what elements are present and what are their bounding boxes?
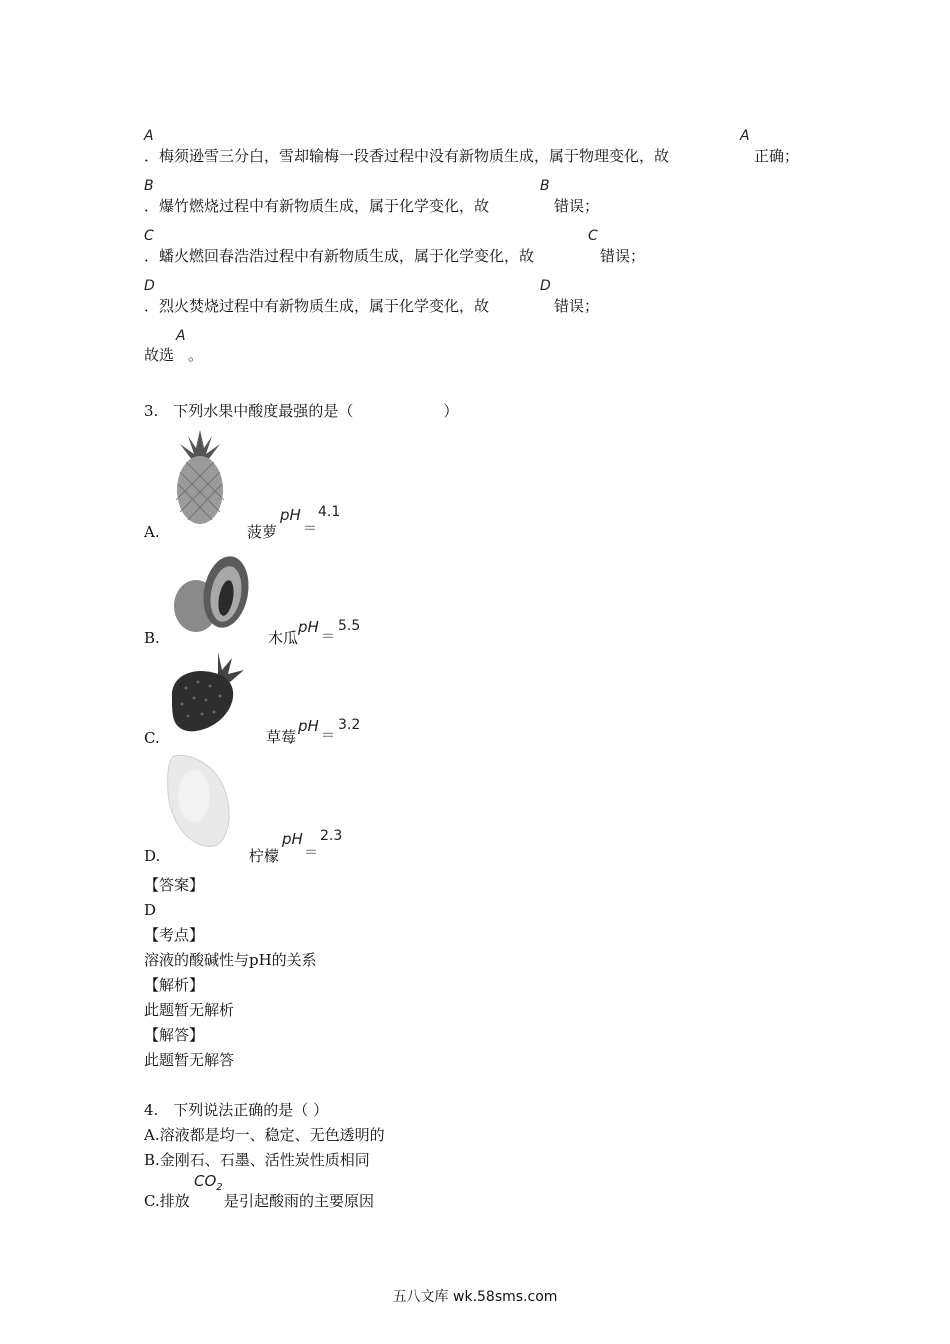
option-a-fruit: 菠萝 <box>247 523 278 541</box>
option-letter-c: C <box>144 228 154 244</box>
analysis-tail-c: 错误； <box>600 247 646 265</box>
analysis-tail-b: 错误； <box>554 197 600 215</box>
option-b-label: B. <box>144 629 160 647</box>
inline-letter-d: D <box>540 278 551 294</box>
question-4-option-b: B.金刚石、石墨、活性炭性质相同 <box>144 1151 370 1169</box>
option-b-value: 5.5 <box>338 618 361 634</box>
option-a-value: 4.1 <box>318 504 341 520</box>
question-3-stem: 3. 下列水果中酸度最强的是（ ） <box>144 402 459 420</box>
analysis-line-b: ．爆竹燃烧过程中有新物质生成，属于化学变化，故 <box>144 197 490 215</box>
option-c-ph: pH <box>298 717 319 735</box>
analysis-line-a: ．梅须逊雪三分白，雪却输梅一段香过程中没有新物质生成，属于物理变化，故 <box>144 147 670 165</box>
co2-formula-main: CO <box>194 1172 217 1190</box>
inline-letter-c: C <box>588 228 598 244</box>
papaya-image <box>168 552 254 638</box>
option-d-label: D. <box>144 847 161 865</box>
option-c-label: C. <box>144 729 160 747</box>
option-letter-b: B <box>144 178 154 194</box>
pineapple-image <box>168 428 232 528</box>
option-c-eq: ＝ <box>321 728 335 744</box>
inline-letter-b: B <box>540 178 550 194</box>
option-d-value: 2.3 <box>320 828 343 844</box>
conclusion-prefix: 故选 <box>144 346 175 364</box>
analysis-heading: 【解析】 <box>144 976 205 994</box>
lemon-image <box>164 752 234 850</box>
option-b-eq: ＝ <box>321 629 335 645</box>
option-d-fruit: 柠檬 <box>249 847 280 865</box>
strawberry-image <box>166 648 250 738</box>
option-a-label: A. <box>144 523 160 541</box>
co2-formula <box>194 1172 223 1193</box>
inline-letter-a: A <box>740 128 750 144</box>
analysis-tail-d: 错误； <box>554 297 600 315</box>
option-a-eq: ＝ <box>303 521 317 537</box>
analysis-line-c: ．蟠火燃回春浩浩过程中有新物质生成，属于化学变化，故 <box>144 247 535 265</box>
option-letter-a: A <box>144 128 154 144</box>
analysis-value: 此题暂无解析 <box>144 1001 235 1019</box>
analysis-line-d: ．烈火焚烧过程中有新物质生成，属于化学变化，故 <box>144 297 490 315</box>
question-4-option-a: A.溶液都是均一、稳定、无色透明的 <box>144 1126 385 1144</box>
question-4-option-c-prefix: C.排放 <box>144 1192 190 1210</box>
point-value: 溶液的酸碱性与pH的关系 <box>144 951 317 969</box>
option-c-fruit: 草莓 <box>266 728 297 746</box>
option-a-ph: pH <box>280 506 301 524</box>
option-letter-d: D <box>144 278 155 294</box>
question-4-stem: 4. 下列说法正确的是（ ） <box>144 1101 329 1119</box>
conclusion-letter: A <box>176 328 186 344</box>
option-d-eq: ＝ <box>304 845 318 861</box>
option-d-ph: pH <box>282 830 303 848</box>
option-b-ph: pH <box>298 618 319 636</box>
solution-value: 此题暂无解答 <box>144 1051 235 1069</box>
solution-heading: 【解答】 <box>144 1026 205 1044</box>
option-b-fruit: 木瓜 <box>268 629 299 647</box>
footer-watermark: 五八文库 wk.58sms.com <box>392 1289 558 1305</box>
option-c-value: 3.2 <box>338 717 361 733</box>
co2-formula-sub: 2 <box>216 1182 223 1193</box>
answer-heading: 【答案】 <box>144 876 205 894</box>
analysis-tail-a: 正确； <box>754 147 800 165</box>
conclusion-suffix: 。 <box>188 346 204 364</box>
point-heading: 【考点】 <box>144 926 205 944</box>
question-4-option-c-suffix: 是引起酸雨的主要原因 <box>224 1192 375 1210</box>
answer-value: D <box>144 901 157 919</box>
